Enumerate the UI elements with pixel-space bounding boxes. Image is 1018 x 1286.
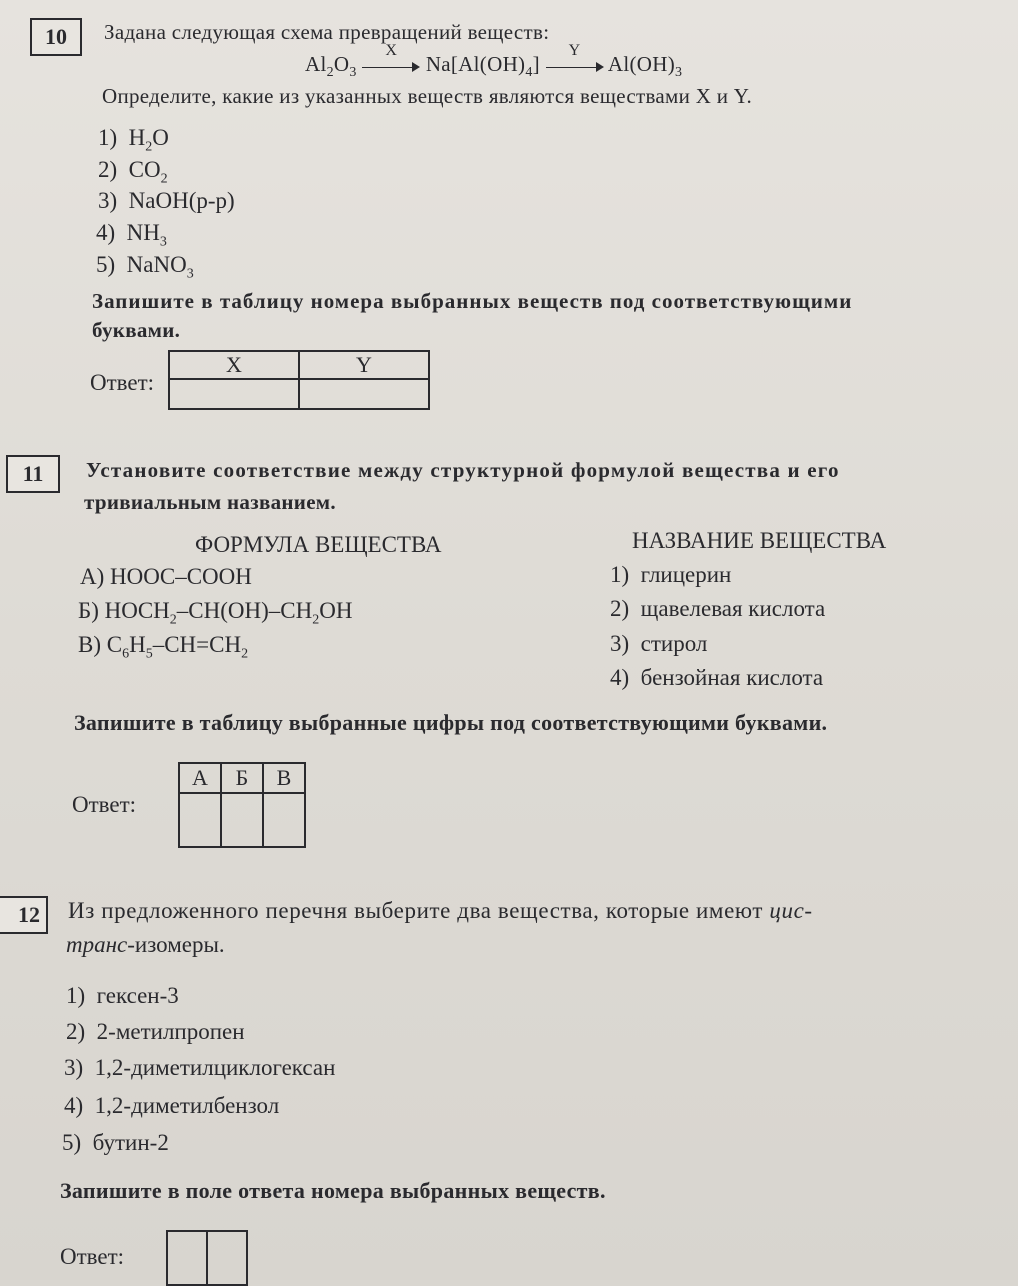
q11-name-3: 3) стирол — [610, 631, 708, 656]
q10-intro: Задана следующая схема превращений веществ: — [104, 20, 550, 44]
q11-intro-line1: Установите соответствие между структурной формулой вещества и его — [86, 458, 840, 482]
q10-answer-label: Ответ: — [90, 370, 155, 395]
q12-intro-line2: транс-изомеры. — [66, 932, 225, 957]
answer-cell-a[interactable] — [179, 793, 221, 847]
q12-answer-label: Ответ: — [60, 1244, 125, 1269]
table-header-v: В — [263, 763, 305, 793]
q10-option-4: 4) $NH_3$ — [96, 220, 167, 250]
q11-formula-c: В) $C_6H_5-CH=CH_2$ — [78, 632, 249, 662]
q11-name-1: 1) глицерин — [610, 562, 732, 587]
q11-formula-b: Б) $HOCH_2-CH(OH)-CH_2OH$ — [78, 598, 353, 628]
table-header-a: А — [179, 763, 221, 793]
answer-cell-y[interactable] — [299, 379, 429, 409]
q10-scheme — [305, 42, 683, 81]
q10-answer-table — [168, 350, 430, 410]
question-number-11: 11 — [6, 455, 60, 493]
answer-cell-2[interactable] — [207, 1231, 247, 1285]
answer-cell-v[interactable] — [263, 793, 305, 847]
answer-cell-1[interactable] — [167, 1231, 207, 1285]
q11-instruction: Запишите в таблицу выбранные цифры под соответствующими буквами. — [74, 710, 828, 735]
q11-intro-line2: тривиальным названием. — [84, 490, 336, 514]
question-number-12: 12 — [0, 896, 48, 934]
table-header-b: Б — [221, 763, 263, 793]
question-number-10: 10 — [30, 18, 82, 56]
q10-option-1: 1) $H_2O$ — [98, 125, 169, 155]
answer-cell-x[interactable] — [169, 379, 299, 409]
q11-answer-label: Ответ: — [72, 792, 137, 817]
q10-option-5: 5) NaNO$_3$ — [96, 252, 194, 282]
q12-option-1: 1) гексен-3 — [66, 983, 179, 1008]
q11-right-header: НАЗВАНИЕ ВЕЩЕСТВА — [632, 528, 887, 553]
q12-option-2: 2) 2-метилпропен — [66, 1019, 245, 1044]
q12-intro-line1: Из предложенного перечня выберите два вещества, которые имеют цис- — [68, 898, 813, 923]
q11-answer-table — [178, 762, 306, 848]
scheme-mid: $Na[Al(OH)_4]$ — [425, 52, 540, 81]
table-header-y: Y — [299, 351, 429, 379]
q12-option-3: 3) 1,2-диметилциклогексан — [64, 1055, 336, 1080]
q12-instruction: Запишите в поле ответа номера выбранных веществ. — [60, 1178, 606, 1203]
arrow-y-icon: Y — [546, 56, 604, 76]
q12-answer-field — [166, 1230, 248, 1286]
arrow-x-icon: X — [362, 56, 420, 76]
q10-instruction-line1: Запишите в таблицу номера выбранных веществ под соответствующими — [92, 289, 853, 313]
q11-formula-a: А) HOOC–COOH — [80, 564, 252, 589]
q10-instruction-line2: буквами. — [92, 318, 181, 342]
scheme-end: $Al(OH)_3$ — [607, 52, 683, 81]
q12-option-5: 5) бутин-2 — [62, 1130, 169, 1155]
q11-name-2: 2) щавелевая кислота — [610, 596, 826, 621]
answer-cell-b[interactable] — [221, 793, 263, 847]
q10-question: Определите, какие из указанных веществ являются веществами X и Y. — [102, 84, 753, 108]
q10-option-3: 3) NaOH(р-р) — [98, 188, 235, 213]
q10-option-2: 2) $CO_2$ — [98, 157, 168, 187]
scheme-start: $Al_2O_3$ — [305, 52, 357, 81]
table-header-x: X — [169, 351, 299, 379]
q11-name-4: 4) бензойная кислота — [610, 665, 824, 690]
q12-option-4: 4) 1,2-диметилбензол — [64, 1093, 280, 1118]
q11-left-header: ФОРМУЛА ВЕЩЕСТВА — [195, 532, 442, 557]
